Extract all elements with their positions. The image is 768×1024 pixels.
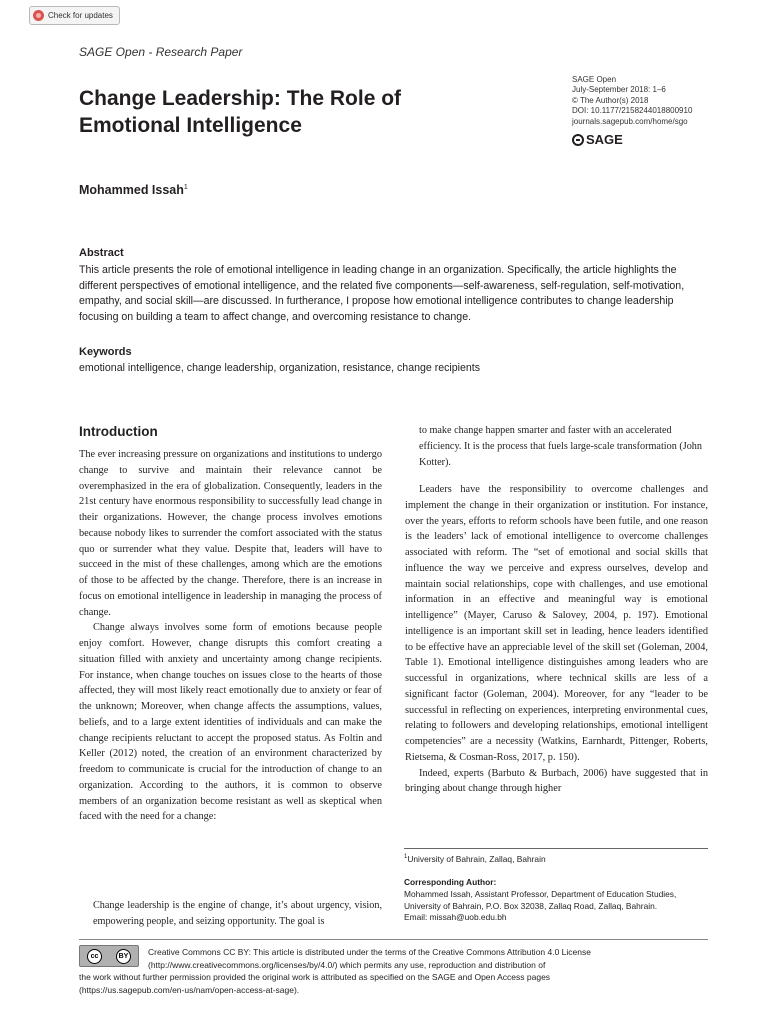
meta-doi[interactable]: DOI: 10.1177/2158244018800910 <box>572 106 693 116</box>
license-line[interactable]: (http://www.creativecommons.org/licenses/by/4.0/) which permits any use, reproduction and distribution of <box>148 959 546 970</box>
license-line: Creative Commons CC BY: This article is distributed under the terms of the Creative Commons Attribution 4.0 License <box>148 947 591 957</box>
corr-line: University of Bahrain, P.O. Box 32038, Zallaq Road, Zallaq, Bahrain. <box>404 900 658 911</box>
license-divider <box>79 939 708 940</box>
left-column <box>79 447 382 825</box>
block-quote-end: to make change happen smarter and faster with an accelerated efficiency. It is the process that fuels large-scale transformation (John Kotter). <box>419 425 702 468</box>
author-affil-mark: 1 <box>183 183 188 191</box>
meta-issue: July-September 2018: 1–6 <box>572 85 666 95</box>
author-name <box>79 183 188 197</box>
cc-icon: cc <box>87 949 102 964</box>
paper-title: Change Leadership: The Role of Emotional Intelligence <box>79 87 402 137</box>
corresponding-author-details <box>404 889 676 924</box>
corr-line: Mohammed Issah, Assistant Professor, Department of Education Studies, <box>404 889 677 899</box>
publication-meta <box>572 75 692 127</box>
check-updates-icon <box>33 10 44 21</box>
footnote-affiliation-text: University of Bahrain, Zallaq, Bahrain <box>407 854 546 864</box>
corresponding-author-heading: Corresponding Author: <box>404 877 497 887</box>
abstract-heading: Abstract <box>79 247 124 259</box>
keywords-text: emotional intelligence, change leadership, organization, resistance, change recipients <box>79 362 481 374</box>
footnote-mark: 1 <box>404 854 408 861</box>
sage-logo-text: SAGE <box>586 132 623 147</box>
author-name-text: Mohammed Issah <box>79 183 184 197</box>
block-quote-start: Change leadership is the engine of change, it’s about urgency, vision, empowering people, and seizing opportunity. The goal is <box>93 900 382 927</box>
check-for-updates-label: Check for updates <box>48 11 113 20</box>
introduction-heading: Introduction <box>79 424 158 439</box>
corr-email[interactable]: Email: missah@uob.edu.bh <box>404 912 507 922</box>
journal-type: SAGE Open - Research Paper <box>79 45 243 59</box>
intro-paragraph-1: The ever increasing pressure on organizations and institutions to undergo change to survive and maintain their relevance cannot be overemphasized in the era of globalization. Consequently, leaders in the 21st century have enormous responsibility to successfully lead change in their organizations. However, the change process involves emotions because nobody likes to surrender the comfort associated with the status quo or surrender what they value. Despite that, leaders will have to succeed in the mist of these challenges, among which are the emotions of those to be affected by the change. Therefore, there is an increase in focus on emotional intelligence in leadership in managing the process of change. <box>79 449 382 618</box>
meta-journal: SAGE Open <box>572 75 617 84</box>
intro-paragraph-2: Change always involves some form of emotions because people enjoy comfort. However, change disrupts this comfort creating a situation filled with anxiety and uncertainty among change recipients. For instance, when change touches on issues close to the hearts of those affected, they will most likely react emotionally due to anxiety or fear of the unknown; Moreover, when change affects the assumptions, values, beliefs, and to a large extent identities of individuals and can make the change recipients reluctant to accept the proposed status. As Foltin and Keller (2012) noted, the creation of an environment characterized by freedom to communicate is crucial for the introduction of change to an organization. According to the authors, it is common to observe members of an organization become resistant as well as skeptical when faced with the need for a change: <box>79 622 382 823</box>
sage-logo <box>572 132 623 147</box>
license-line: the work without further permission provided the original work is attributed as specified on the SAGE and Open Access pages <box>79 972 551 983</box>
license-text <box>79 946 719 996</box>
intro-paragraph-4: Indeed, experts (Barbuto & Burbach, 2006) have suggested that in bringing about change through higher <box>405 767 708 795</box>
intro-paragraph-3: Leaders have the responsibility to overcome challenges and implement the change in their organization or institution. For instance, over the years, efforts to reform schools have been futile, and one reason is the leaders’ lack of emotional intelligence to overcome challenges associated with reform. The “set of emotional and social skills that influence the way we perceive and express ourselves, develop and maintain social relationships, cope with challenges, and use emotional information in an effective and meaningful way is emotional intelligence” (Mayer, Caruso & Salovey, 2004, p. 197). Emotional intelligence is an important skill set in leading, hence leaders identified to be effective have an appreciable level of the skill set (Goleman, 2004, Table 1). Emotional intelligence distinguishes among leaders who are successful in organizations, where technical skills are less of a significant factor (Goleman, 2004). Moreover, for any “leader to be successful in reflecting on experiences, interpreting environmental cues, relating to followers and developing relationships, emotional intelligent competencies” are a necessity (Watkins, Earnhardt, Pittenger, Roberts, Rietsema, & Cosman-Ross, 2017, p. 150). <box>405 484 708 763</box>
check-for-updates-button[interactable] <box>29 6 120 25</box>
abstract-text: This article presents the role of emotional intelligence in leading change in an organization. Specifically, the article highlights the different perspectives of emotional intelligence, and the related five components—self-awareness, self-regulation, self-motivation, empathy, and social skill—are discussed. In furtherance, I propose how emotional intelligence contributes to change leadership focusing on building a team to affect change, and overcoming resistance to change. <box>79 264 685 323</box>
footnote-divider <box>404 848 708 849</box>
footnote-affiliation <box>404 854 546 864</box>
license-line[interactable]: (https://us.sagepub.com/en-us/nam/open-access-at-sage). <box>79 984 300 995</box>
meta-copyright: © The Author(s) 2018 <box>572 95 649 105</box>
sage-logo-icon <box>572 134 584 146</box>
by-attribution-icon: BY <box>116 949 131 964</box>
keywords-heading: Keywords <box>79 346 132 358</box>
meta-url[interactable]: journals.sagepub.com/home/sgo <box>572 116 688 126</box>
right-column <box>405 482 708 797</box>
